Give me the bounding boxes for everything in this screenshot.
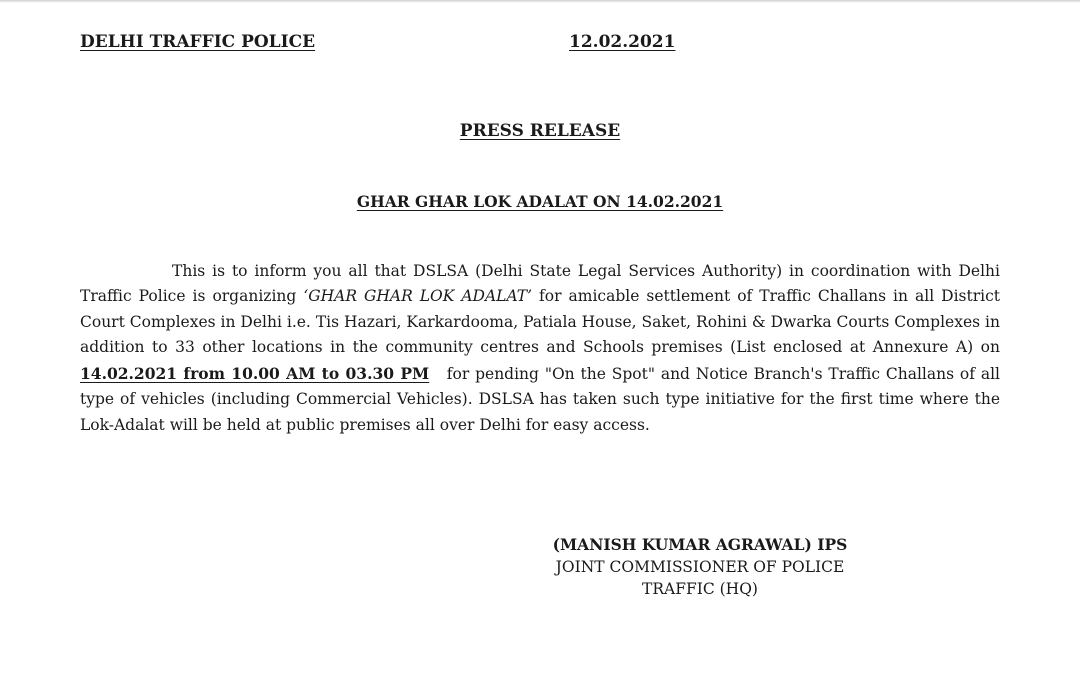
- signatory-unit: TRAFFIC (HQ): [642, 580, 758, 598]
- release-date: 12.02.2021: [569, 32, 676, 52]
- signatory-designation: JOINT COMMISSIONER OF POLICE: [555, 558, 845, 576]
- body-text-part1: This is to inform you all that DSLSA (Delhi State Legal Services Authority) in coordination with Delhi Traffic Police is organizing: [80, 261, 1000, 305]
- body-text-part3: for pending "On the Spot" and Notice Branch's Traffic Challans of all type of vehicles (including Commercial Vehicles). DSLSA has taken such type initiative for the first time where the Lok-Adalat will be held at public premises all over Delhi for easy access.: [80, 364, 1005, 434]
- body-paragraph: [80, 259, 1005, 439]
- signature-block: [540, 534, 860, 600]
- organization-heading: DELHI TRAFFIC POLICE: [80, 32, 316, 52]
- signatory-name: (MANISH KUMAR AGRAWAL) IPS: [552, 535, 848, 554]
- subject-line: GHAR GHAR LOK ADALAT ON 14.02.2021: [356, 192, 724, 211]
- event-name: ‘GHAR GHAR LOK ADALAT’: [303, 287, 533, 305]
- window-top-edge: [0, 0, 1080, 3]
- document-title: PRESS RELEASE: [459, 121, 621, 141]
- event-schedule: 14.02.2021 from 10.00 AM to 03.30 PM: [80, 363, 430, 383]
- body-text-part2: for amicable settlement of Traffic Challans in all District Court Complexes in Delhi i.e. Tis Hazari, Karkardooma, Patiala House, Saket, Rohini & Dwarka Courts Complexes in addition to 33 other locations in the community centres and Schools premises (List enclosed at Annexure A) on: [80, 287, 1000, 356]
